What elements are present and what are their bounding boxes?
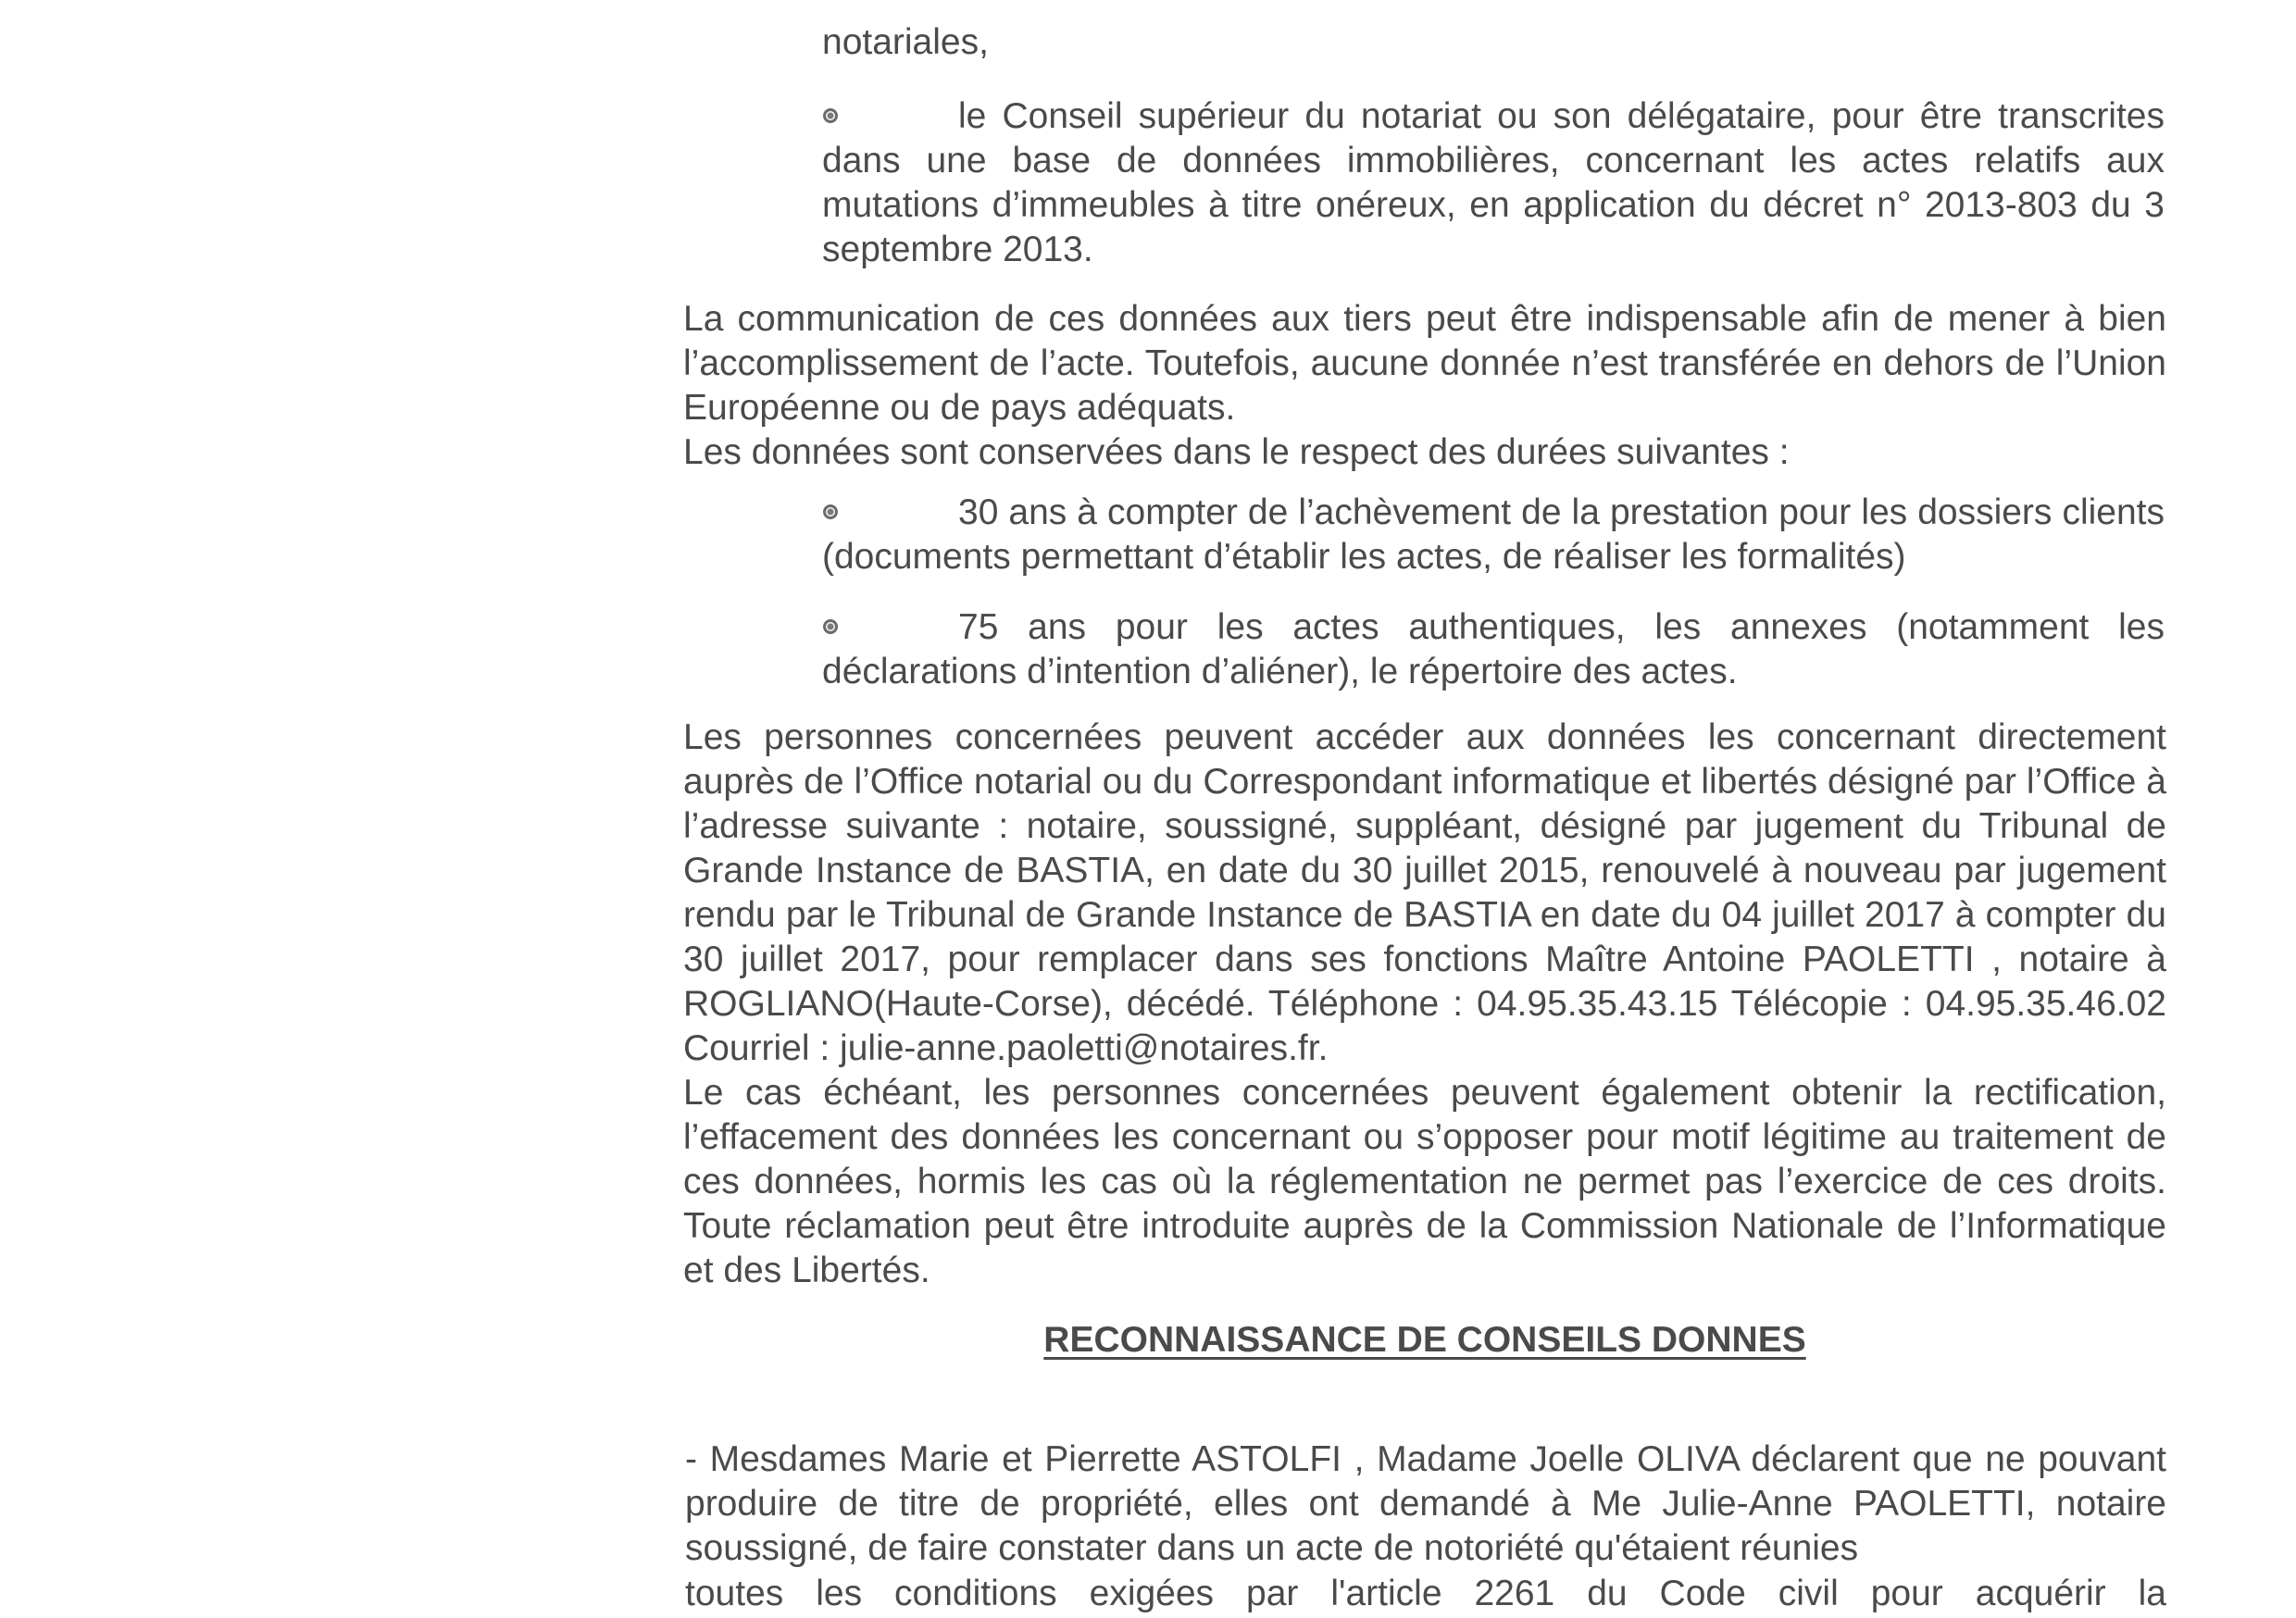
paragraph-rectification: Le cas échéant, les personnes concernées peuvent également obtenir la rectification, l’effacement des données les concernant ou s’opposer pour motif légitime au traitement de ces données, hormis les cas où la réglementation ne permet pas l’exercice de ces droits. Toute réclamation peut être introduite auprès de la Commission Nationale de l’Informatique et des Libertés.	[683, 1073, 2166, 1290]
bullet-75-ans: 75 ans pour les actes authentiques, les annexes (notamment les déclarations d’intention d’aliéner), le répertoire des actes.	[822, 607, 2165, 691]
bullet-30-ans: 30 ans à compter de l’achèvement de la prestation pour les dossiers clients (documents permettant d’établir les actes, de réaliser les formalités)	[822, 492, 2165, 577]
paragraph-conservation: Les données sont conservées dans le respect des durées suivantes :	[683, 432, 1790, 472]
paragraph-communication: La communication de ces données aux tiers peut être indispensable afin de mener à bien l’accomplissement de l’acte. Toutefois, aucune donnée n’est transférée en dehors de l’Union Européenne ou de pays adéquats.	[683, 299, 2166, 428]
paragraph-acces-donnees: Les personnes concernées peuvent accéder aux données les concernant directement auprès de l’Office notarial ou du Correspondant informatique et libertés désigné par l’Office à l’adresse suivante : notaire, soussigné, suppléant, désigné par jugement du Tribunal de Grande Instance de BASTIA, en date du 30 juillet 2015, renouvelé à nouveau par jugement rendu par le Tribunal de Grande Instance de BASTIA en date du 04 juillet 2017 à compter du 30 juillet 2017, pour remplacer dans ses fonctions Maître Antoine PAOLETTI , notaire à ROGLIANO(Haute-Corse), décédé. Téléphone : 04.95.35.43.15 Télécopie : 04.95.35.46.02 Courriel : julie-anne.paoletti@notaires.fr.	[683, 717, 2166, 1068]
top-fragment-text: notariales,	[822, 22, 989, 62]
cut-off-line-text: toutes les conditions exigées par l'article 2261 du Code civil pour acquérir la	[685, 1574, 2166, 1613]
section-heading: RECONNAISSANCE DE CONSEILS DONNES	[1043, 1320, 1806, 1360]
cut-off-line	[685, 1572, 2166, 1618]
bullet-conseil-superieur: le Conseil supérieur du notariat ou son délégataire, pour être transcrites dans une base de données immobilières, concernant les actes relatifs aux mutations d’immeubles à titre onéreux, en application du décret n° 2013-803 du 3 septembre 2013.	[822, 96, 2165, 269]
paragraph-astolfi: - Mesdames Marie et Pierrette ASTOLFI , Madame Joelle OLIVA déclarent que ne pouvant produire de titre de propriété, elles ont demandé à Me Julie-Anne PAOLETTI, notaire soussigné, de faire constater dans un acte de notoriété qu'étaient réunies	[685, 1439, 2166, 1568]
